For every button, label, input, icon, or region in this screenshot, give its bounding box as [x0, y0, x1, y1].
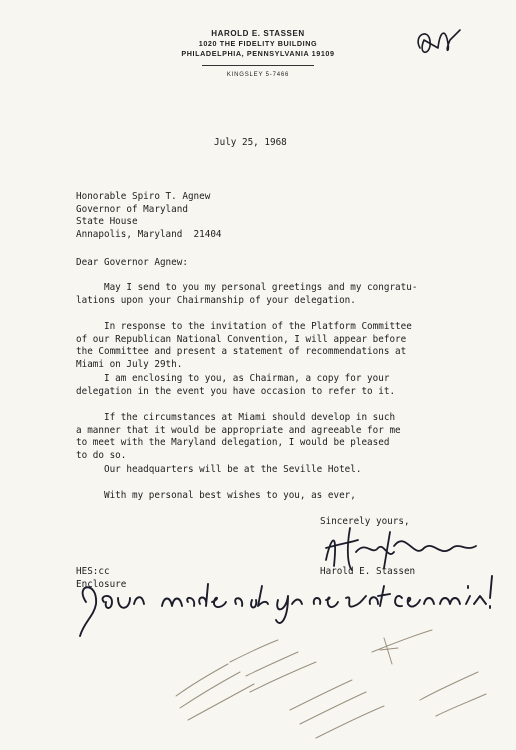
recipient-line: Governor of Maryland: [76, 203, 188, 215]
recipient-line: State House: [76, 216, 138, 227]
body-paragraph: With my personal best wishes to you, as ever,: [76, 490, 356, 501]
salutation: Dear Governor Agnew:: [76, 257, 188, 268]
closing: Sincerely yours,: [320, 516, 410, 527]
letterhead: [0, 28, 516, 79]
body-paragraph: In response to the invitation of the Platform Committee of our Republican National Convention, I will appear before the Committee and present a statement of recommendations at Miami on July 29th.: [76, 321, 412, 370]
body-paragraph: If the circumstances at Miami should develop in such a manner that it would be appropriate and agreeable for me to meet with the Maryland delegation, I would be pleased to do so.: [76, 412, 401, 461]
letterhead-name: HAROLD E. STASSEN: [211, 29, 305, 38]
letterhead-divider: [202, 65, 314, 66]
pencil-note-mark: [176, 630, 486, 738]
letter-date: July 25, 1968: [214, 137, 287, 148]
body-paragraph: I am enclosing to you, as Chairman, a copy for your delegation in the event you have occasion to refer to it.: [76, 373, 396, 397]
letterhead-address-line2: PHILADELPHIA, PENNSYLVANIA 19109: [181, 49, 335, 58]
handwritten-note-mark: [80, 576, 492, 636]
recipient-address: [76, 191, 222, 241]
body-paragraph: Our headquarters will be at the Seville Hotel.: [76, 464, 362, 475]
reference-initials: HES:cc Enclosure: [76, 566, 127, 590]
signer-typed-name: Harold E. Stassen: [320, 566, 416, 577]
letterhead-address-line1: 1020 THE FIDELITY BUILDING: [198, 39, 318, 48]
recipient-line: Annapolis, Maryland 21404: [76, 228, 222, 240]
body-paragraph: May I send to you my personal greetings and my congratu- lations upon your Chairmanship of your delegation.: [76, 282, 418, 306]
letterhead-phone: KINGSLEY 5-7466: [226, 72, 290, 78]
signature-mark: [326, 528, 476, 570]
recipient-line: Honorable Spiro T. Agnew: [76, 191, 211, 202]
